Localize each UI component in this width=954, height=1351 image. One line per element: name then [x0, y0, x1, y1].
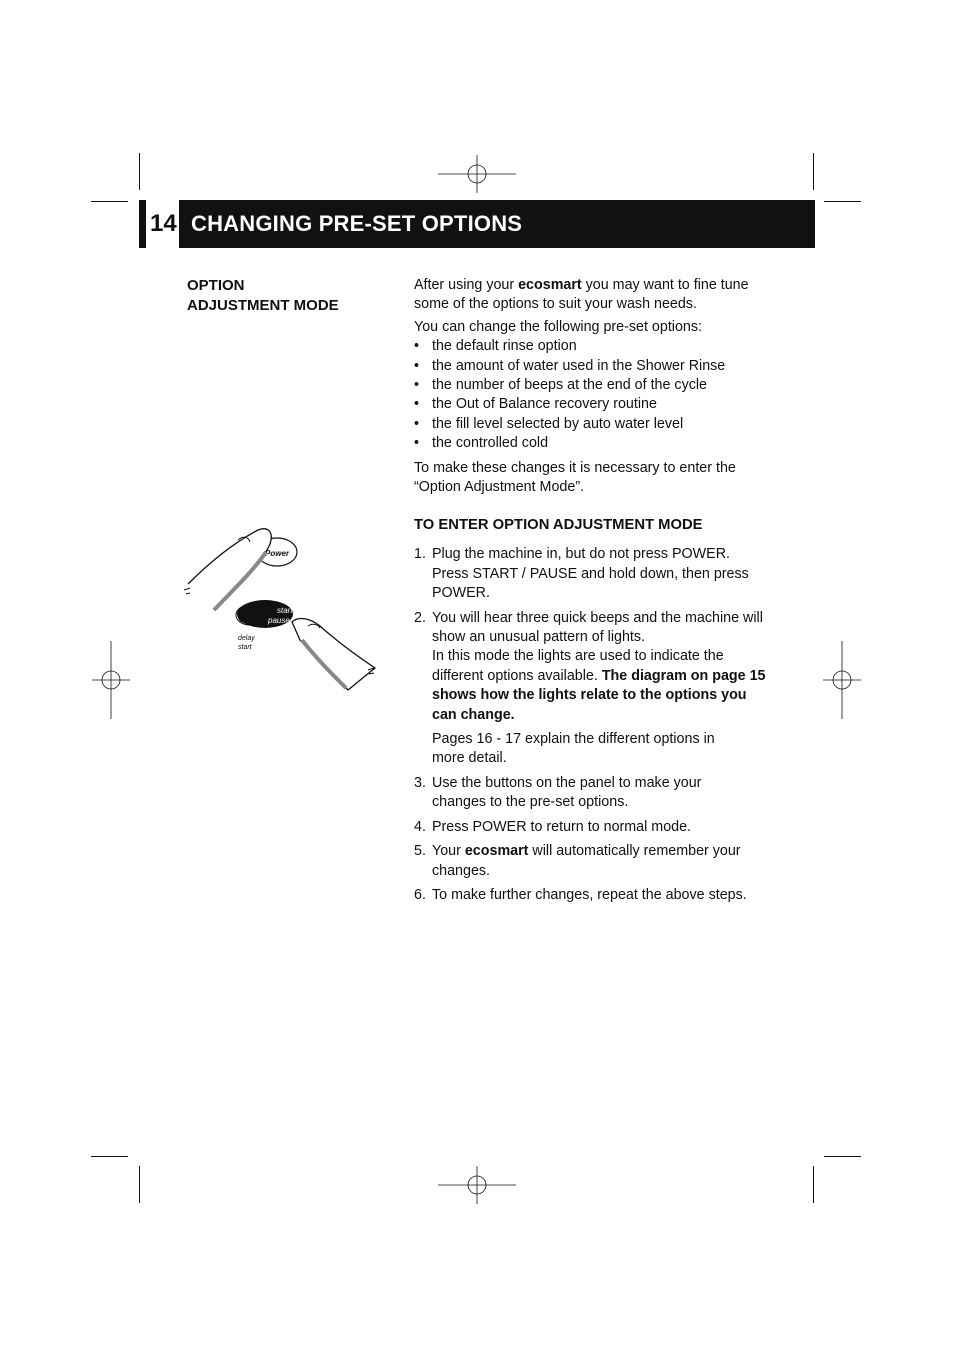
step-item: 1. Plug the machine in, but do not press POWER. Press START / PAUSE and hold down, then press POWER. — [414, 546, 749, 602]
crop-mark — [139, 1166, 140, 1203]
crop-mark — [813, 1166, 814, 1203]
options-intro: You can change the following pre-set options: — [414, 318, 702, 335]
registration-mark-bottom — [438, 1166, 516, 1204]
crop-mark — [91, 1156, 128, 1157]
delay-label: delay — [238, 635, 255, 642]
registration-mark-top — [438, 155, 516, 193]
step-item: 2. You will hear three quick beeps and the machine will show an unusual pattern of lights. In this mode the lights are used to indicate the different options available. The diagram on page 15 shows how the lights relate to the options you can change. Pages 16 - 17 explain the different options in more detail. — [414, 609, 766, 767]
finger-icon — [292, 619, 375, 690]
crop-mark — [813, 153, 814, 190]
registration-mark-right — [823, 641, 861, 719]
button-press-illustration — [180, 522, 380, 697]
side-heading-line2: ADJUSTMENT MODE — [187, 297, 339, 314]
list-item: • the Out of Balance recovery routine — [414, 396, 657, 413]
registration-mark-left — [92, 641, 130, 719]
list-item: • the fill level selected by auto water level — [414, 415, 684, 432]
side-heading-line1: OPTION — [187, 277, 245, 294]
crop-mark — [824, 1156, 861, 1157]
side-heading — [187, 276, 339, 316]
crop-mark — [824, 201, 861, 202]
step-item: 5. Your ecosmart will automatically remember your changes. — [414, 843, 741, 879]
list-item: • the amount of water used in the Shower Rinse — [414, 357, 726, 374]
brand-name: ecosmart — [464, 843, 529, 860]
intro-paragraph: After using your ecosmart you may want to fine tune some of the options to suit your wash needs. — [414, 277, 749, 313]
start-label: start — [277, 606, 293, 615]
list-item: • the default rinse option — [414, 338, 577, 355]
brand-name: ecosmart — [518, 277, 582, 293]
step-item: 4. Press POWER to return to normal mode. — [414, 818, 692, 835]
step-item: 6. To make further changes, repeat the above steps. — [414, 886, 747, 903]
power-label: Power — [265, 549, 290, 558]
steps-section — [414, 516, 774, 905]
pause-label: pause — [268, 616, 290, 625]
closing-paragraph: To make these changes it is necessary to enter the “Option Adjustment Mode”. — [414, 459, 736, 496]
finger-icon — [188, 529, 271, 610]
step-item: 3. Use the buttons on the panel to make your changes to the pre-set options. — [414, 774, 702, 811]
intro-section — [414, 276, 774, 497]
section-heading: TO ENTER OPTION ADJUSTMENT MODE — [414, 517, 703, 533]
delay-start-label: start — [238, 644, 252, 651]
list-item: • the number of beeps at the end of the cycle — [414, 377, 707, 394]
page-title: CHANGING PRE-SET OPTIONS — [191, 211, 523, 236]
page-number: 14 — [146, 200, 179, 248]
crop-mark — [91, 201, 128, 202]
crop-mark — [139, 153, 140, 190]
list-item: • the controlled cold — [414, 435, 549, 452]
